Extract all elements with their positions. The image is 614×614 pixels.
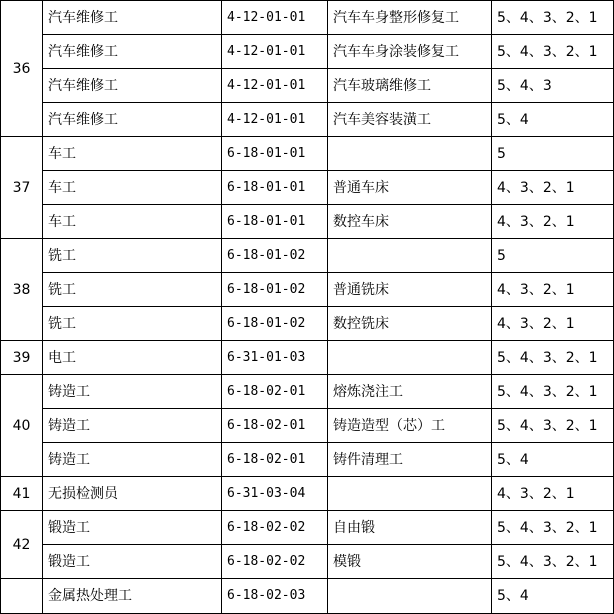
table-row [1,69,614,103]
occupation-direction-cell[interactable] [328,477,492,511]
table-row [1,103,614,137]
skill-grades-cell[interactable]: 5、4、3、2、1 [492,1,614,35]
group-number-cell[interactable]: 39 [1,341,43,375]
table-row [1,443,614,477]
occupation-name-cell[interactable]: 铸造工 [43,375,222,409]
occupation-direction-cell[interactable]: 汽车美容装潢工 [328,103,492,137]
table-row [1,511,614,545]
occupation-name-cell[interactable]: 车工 [43,205,222,239]
occupation-name-cell[interactable]: 汽车维修工 [43,35,222,69]
skill-grades-cell[interactable]: 5 [492,137,614,171]
occupation-code-cell[interactable]: 4-12-01-01 [222,35,328,69]
occupation-name-cell[interactable]: 电工 [43,341,222,375]
occupation-name-cell[interactable]: 铸造工 [43,443,222,477]
occupation-direction-cell[interactable]: 数控铣床 [328,307,492,341]
occupation-code-cell[interactable]: 6-18-02-01 [222,375,328,409]
skill-grades-cell[interactable]: 4、3、2、1 [492,307,614,341]
occupation-code-cell[interactable]: 6-18-01-02 [222,307,328,341]
group-number-cell[interactable]: 40 [1,375,43,477]
group-number-cell[interactable]: 38 [1,239,43,341]
occupation-name-cell[interactable]: 锻造工 [43,511,222,545]
table-row [1,205,614,239]
occupation-name-cell[interactable]: 锻造工 [43,545,222,579]
group-number-cell[interactable]: 41 [1,477,43,511]
occupation-name-cell[interactable]: 铣工 [43,239,222,273]
skill-grades-cell[interactable]: 5、4、3、2、1 [492,35,614,69]
skill-grades-cell[interactable]: 5、4、3、2、1 [492,341,614,375]
occupation-direction-cell[interactable] [328,239,492,273]
skill-grades-cell[interactable]: 5、4 [492,103,614,137]
occupation-code-cell[interactable]: 6-18-01-02 [222,239,328,273]
group-number-cell[interactable]: 36 [1,1,43,137]
occupation-code-cell[interactable]: 6-18-02-02 [222,511,328,545]
skill-grades-cell[interactable]: 5、4、3、2、1 [492,375,614,409]
table-row [1,579,614,614]
skill-grades-cell[interactable]: 4、3、2、1 [492,273,614,307]
occupation-code-cell[interactable]: 4-12-01-01 [222,103,328,137]
table-row [1,137,614,171]
skill-grades-cell[interactable]: 5、4 [492,579,614,614]
table-row [1,409,614,443]
table-row [1,375,614,409]
occupation-direction-cell[interactable]: 汽车车身整形修复工 [328,1,492,35]
occupation-code-cell[interactable]: 6-18-01-01 [222,137,328,171]
occupation-name-cell[interactable]: 车工 [43,137,222,171]
occupation-code-cell[interactable]: 6-18-01-02 [222,273,328,307]
table-row [1,477,614,511]
skill-grades-cell[interactable]: 4、3、2、1 [492,477,614,511]
occupation-direction-cell[interactable]: 普通铣床 [328,273,492,307]
occupation-direction-cell[interactable]: 模锻 [328,545,492,579]
occupation-code-cell[interactable]: 6-18-02-01 [222,443,328,477]
table-row [1,35,614,69]
occupation-name-cell[interactable]: 无损检测员 [43,477,222,511]
occupation-name-cell[interactable]: 汽车维修工 [43,69,222,103]
table-row [1,545,614,579]
skill-grades-cell[interactable]: 5、4、3 [492,69,614,103]
occupation-name-cell[interactable]: 汽车维修工 [43,103,222,137]
skill-grades-cell[interactable]: 4、3、2、1 [492,171,614,205]
occupation-code-cell[interactable]: 6-18-01-01 [222,205,328,239]
occupation-name-cell[interactable]: 铣工 [43,273,222,307]
occupation-direction-cell[interactable]: 铸件清理工 [328,443,492,477]
occupation-code-cell[interactable]: 6-18-02-02 [222,545,328,579]
occupation-code-cell[interactable]: 6-18-02-03 [222,579,328,614]
occupation-code-cell[interactable]: 6-18-02-01 [222,409,328,443]
occupation-name-cell[interactable]: 铣工 [43,307,222,341]
skill-grades-cell[interactable]: 5、4、3、2、1 [492,545,614,579]
skill-grades-cell[interactable]: 5、4 [492,443,614,477]
table-row [1,171,614,205]
occupation-code-cell[interactable]: 4-12-01-01 [222,1,328,35]
skill-grades-cell[interactable]: 5、4、3、2、1 [492,511,614,545]
occupation-name-cell[interactable]: 金属热处理工 [43,579,222,614]
table-row [1,1,614,35]
occupation-direction-cell[interactable]: 汽车车身涂装修复工 [328,35,492,69]
occupation-direction-cell[interactable]: 普通车床 [328,171,492,205]
occupation-direction-cell[interactable]: 自由锻 [328,511,492,545]
group-number-cell[interactable]: 37 [1,137,43,239]
table-row [1,307,614,341]
occupation-code-cell[interactable]: 6-18-01-01 [222,171,328,205]
occupation-direction-cell[interactable]: 汽车玻璃维修工 [328,69,492,103]
occupation-name-cell[interactable]: 铸造工 [43,409,222,443]
table-row [1,273,614,307]
skill-grades-cell[interactable]: 5、4、3、2、1 [492,409,614,443]
occupation-direction-cell[interactable] [328,137,492,171]
occupation-code-cell[interactable]: 6-31-01-03 [222,341,328,375]
group-number-cell[interactable]: 42 [1,511,43,579]
occupation-direction-cell[interactable] [328,341,492,375]
occupation-name-cell[interactable]: 汽车维修工 [43,1,222,35]
skill-grades-cell[interactable]: 4、3、2、1 [492,205,614,239]
occupation-direction-cell[interactable]: 熔炼浇注工 [328,375,492,409]
occupation-code-cell[interactable]: 4-12-01-01 [222,69,328,103]
table-row [1,341,614,375]
table-row [1,239,614,273]
occupation-name-cell[interactable]: 车工 [43,171,222,205]
group-number-cell[interactable] [1,579,43,614]
occupation-direction-cell[interactable]: 数控车床 [328,205,492,239]
occupation-direction-cell[interactable]: 铸造造型（芯）工 [328,409,492,443]
occupation-code-cell[interactable]: 6-31-03-04 [222,477,328,511]
occupation-direction-cell[interactable] [328,579,492,614]
skill-grades-cell[interactable]: 5 [492,239,614,273]
